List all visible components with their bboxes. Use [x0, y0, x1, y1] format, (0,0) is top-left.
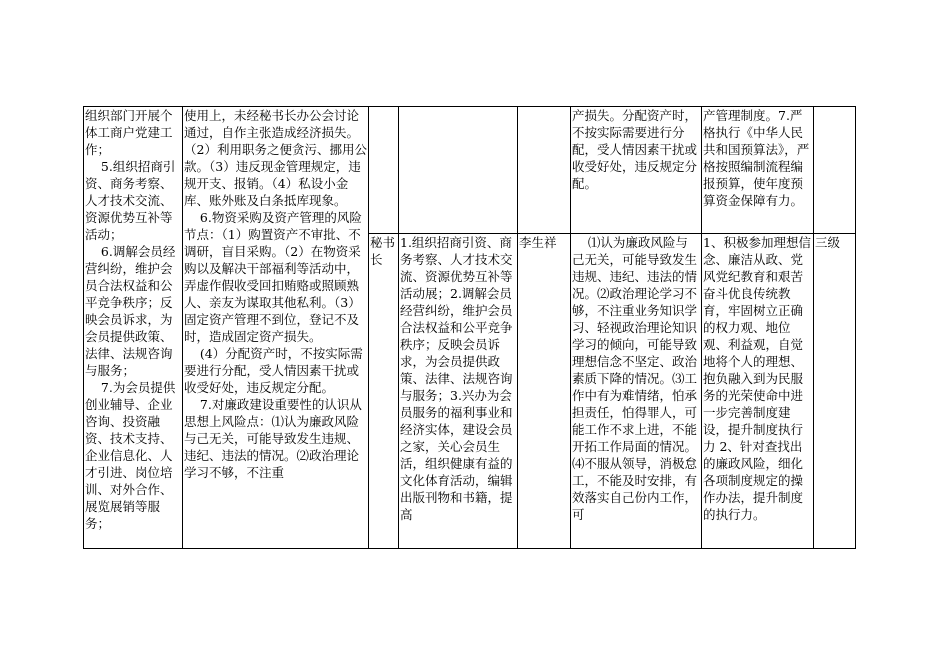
risk-points-text: 使用上，未经秘书长办公会讨论通过，自作主张造成经济损失。（2）利用职务之便贪污、挪用公款。（3）违反现金管理规定，违规开支、报销。（4）私设小金库、账外账及白条抵库现象。 6.物资采购及资产管理的风险节点：（1）购置资产不审批、不调研，盲目采购。（2）在物资采购以及解决干部福利等活动中，弄虚作假收受回扣贿赂或照顾熟人、亲友为谋取其他私利。（3）固定资产管理不到位，登记不及时，造成固定资产损失。 (4）分配资产时，不按实际需要进行分配，受人情因素干扰或收受好处，违反规定分配。 7.对廉政建设重要性的认识从思想上风险点：⑴认为廉政风险与己无关，可能导致发生违规、违纪、违法的情况。⑵政治理论学习不够，不注重 [184, 108, 367, 480]
risk-detail-text: ⑴认为廉政风险与己无关，可能导致发生违规、违纪、违法的情况。⑵政治理论学习不够，不注重业务知识学习、轻视政治理论知识学习的倾向，可能导致理想信念不坚定、政治素质下降的情况。⑶工作中有为难情绪，怕承担责任，怕得罪人，可能工作不求上进，不能开拓工作局面的情况。⑷不服从领导，消极怠工，不能及时安排，有效落实自己份内工作，可 [572, 235, 698, 522]
risk-detail-text: 产损失。分配资产时，不按实际需要进行分配，受人情因素干扰或收受好处，违反规定分配。 [572, 108, 698, 191]
table-cell-risk-points [183, 107, 369, 549]
table-cell-empty [518, 107, 571, 234]
table-cell-duties [84, 107, 183, 549]
table-cell-responsibilities [399, 234, 518, 549]
table-cell-person [518, 234, 571, 549]
table-cell-position [369, 234, 399, 549]
table-row [84, 107, 856, 234]
person-name: 李生祥 [519, 235, 557, 250]
table-cell-empty [814, 107, 856, 234]
measures-text: 产管理制度。7.严格执行《中华人民共和国预算法》，严格按照编制流程编报预算，使年度预算资金保障有力。 [703, 108, 810, 208]
position-text: 秘书长 [370, 235, 396, 267]
table-cell-empty [399, 107, 518, 234]
table-cell-risk-detail [571, 234, 702, 549]
table-cell-risk-detail [571, 107, 702, 234]
duties-text: 组织部门开展个体工商户党建工作； 5.组织招商引资、商务考察、人才技术交流、资源优势互补等活动； 6.调解会员经营纠纷，维护会员合法权益和公平竞争秩序；反映会员诉求，为会员提供政策、法律、法规咨询与服务； 7.为会员提供创业辅导、企业咨询、投资融资、技术支持、企业信息化、人才引进、岗位培训、对外合作、展览展销等服务； [85, 108, 176, 531]
risk-table [83, 106, 856, 549]
responsibilities-text: 1.组织招商引资、商务考察、人才技术交流、资源优势互补等活动展；2.调解会员经营纠纷，维护会员合法权益和公平竞争秩序；反映会员诉求，为会员提供政策、法律、法规咨询与服务；3.兴办为会员服务的福利事业和经济实体，建设会员之家，关心会员生活，组织健康有益的文化体育活动，编辑出版刊物和书籍，提高 [400, 235, 513, 522]
table-cell-risk-level [814, 234, 856, 549]
table-cell-measures [702, 107, 814, 234]
table-cell-measures [702, 234, 814, 549]
table-cell-empty [369, 107, 399, 234]
risk-level-text: 三级 [815, 235, 841, 250]
measures-text: 1、积极参加理想信念、廉洁从政、党风党纪教育和艰苦奋斗优良传统教育，牢固树立正确的权力观、地位观、利益观，自觉地将个人的理想、抱负融入到为民服务的光荣使命中进一步完善制度建设，提升制度执行力 2、针对查找出的廉政风险，细化各项制度规定的操作办法，提升制度的执行力。 [703, 235, 811, 522]
